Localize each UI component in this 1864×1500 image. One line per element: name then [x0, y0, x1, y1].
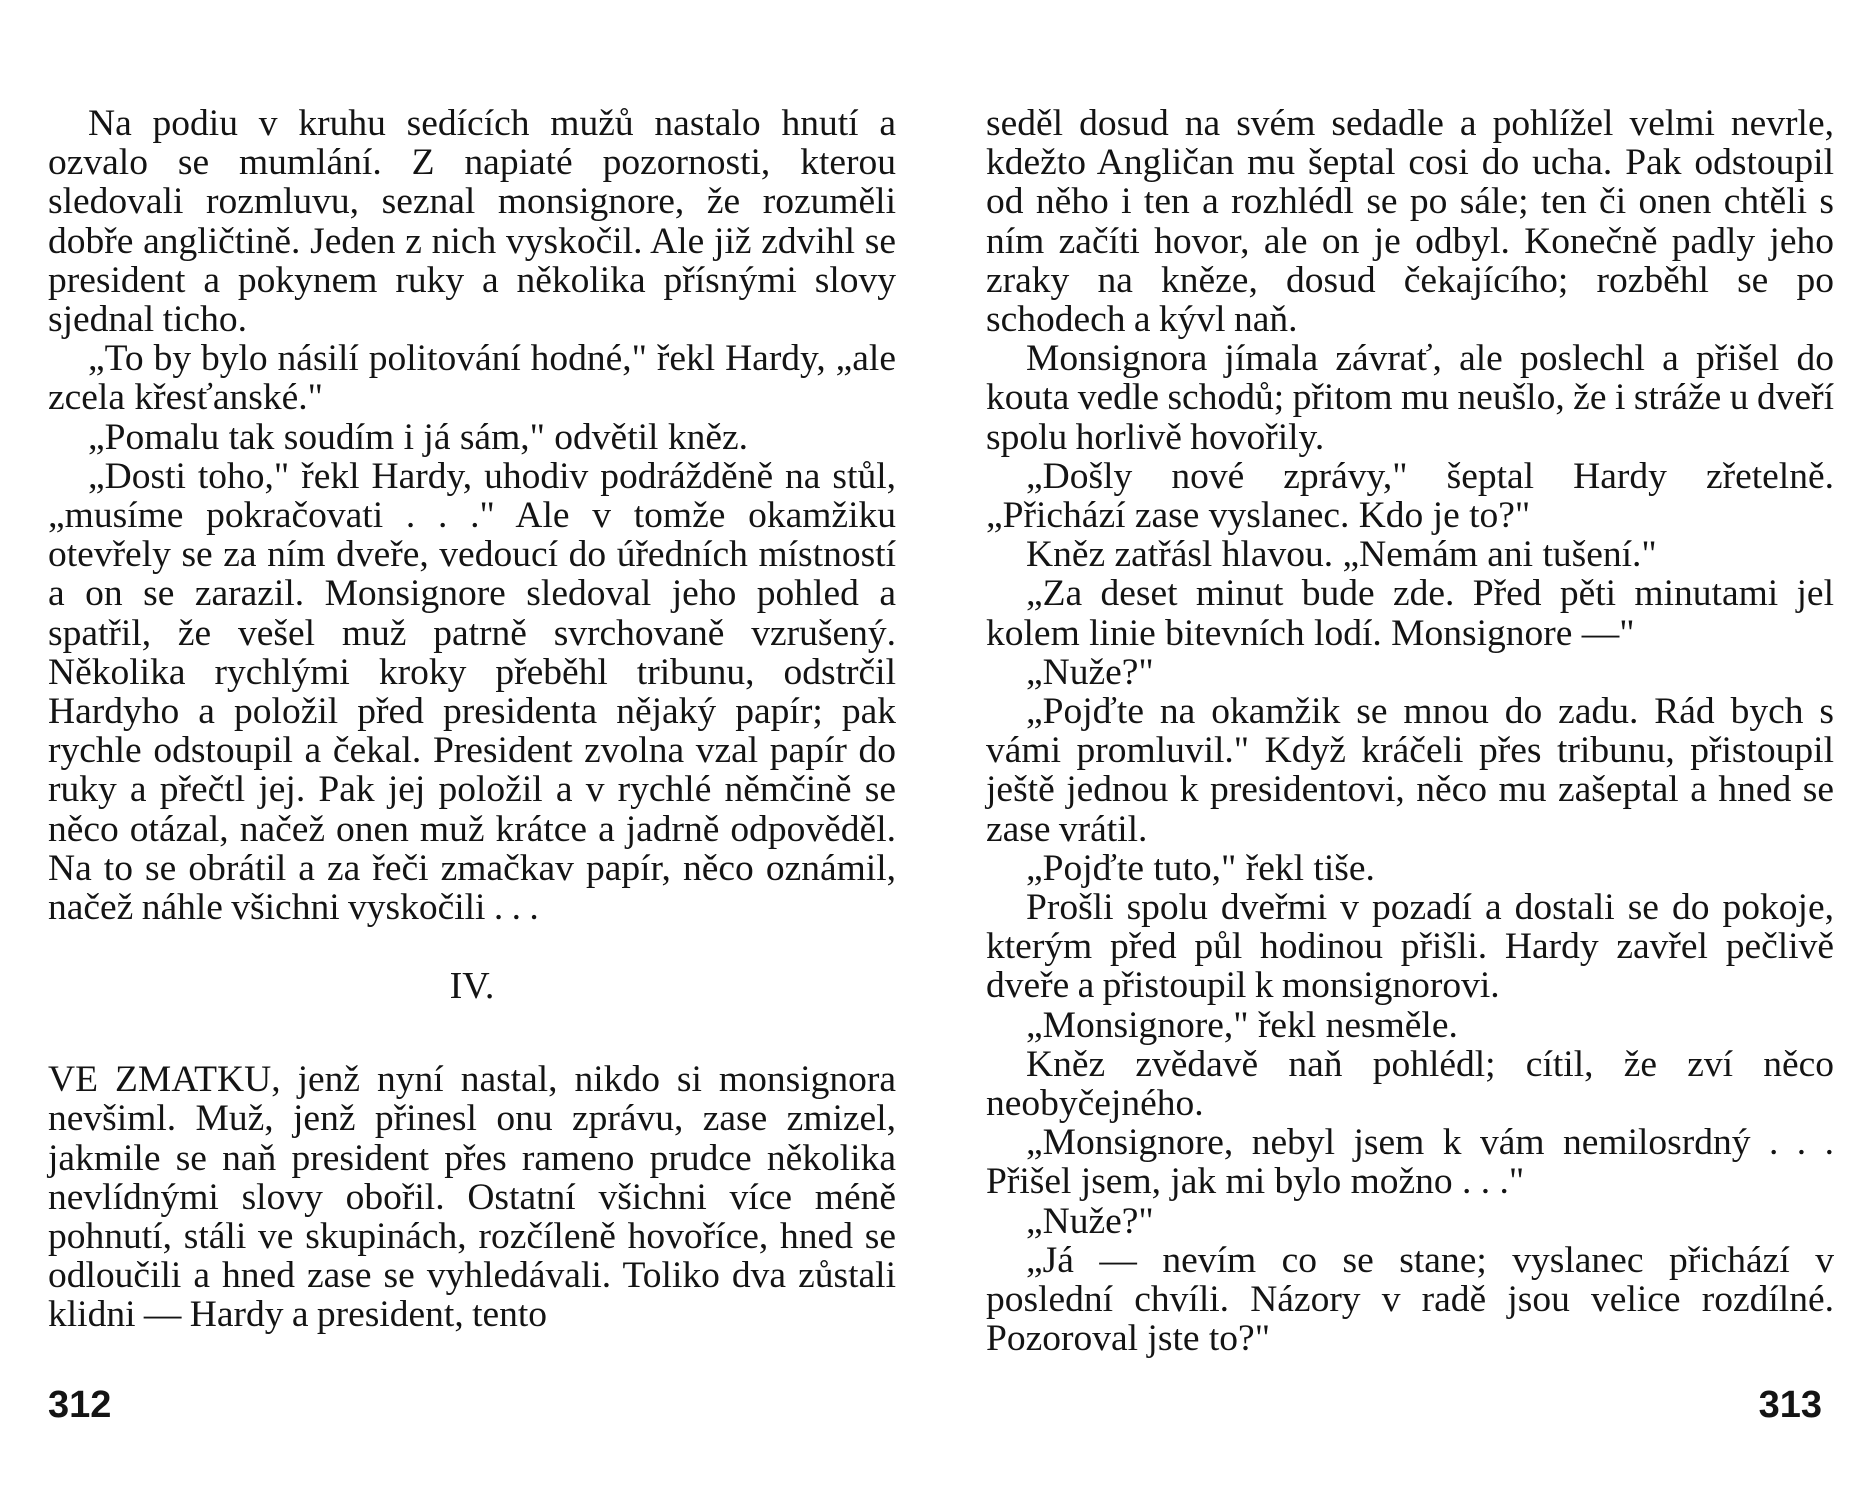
chapter-opening-paragraph: VE ZMATKU, jenž nyní nastal, nikdo si monsignora nevšiml. Muž, jenž přinesl onu zprávu, zase zmizel, jakmile se naň president přes rameno prudce několika nevlídnými slovy obořil. Ostatní všichni více méně pohnutí, stáli ve skupinách, rozčíleně hovoříce, hned se odloučili a hned zase se vyhledávali. Toliko dva zůstali klidni — Hardy a president, tento: [48, 1059, 896, 1336]
chapter-heading: IV.: [449, 965, 495, 1008]
paragraph: „Dosti toho," řekl Hardy, uhodiv podrážděně na stůl, „musíme pokračovati . . ." Ale v tomže okamžiku otevřely se za ním dveře, vedoucí do úředních místností a on se zarazil. Monsignore sledoval jeho pohled a spatřil, že vešel muž patrně svrchovaně vzrušený. Několika rychlými kroky přeběhl tribunu, odstrčil Hardyho a položil před presidenta nějaký papír; pak rychle odstoupil a čekal. President zvolna vzal papír do ruky a přečtl jej. Pak jej položil a v rychlé němčině se něco otázal, načež onen muž krátce a jadrně odpověděl. Na to se obrátil a za řeči zmačkav papír, něco oznámil, načež náhle všichni vyskočili . . .: [48, 455, 896, 929]
left-page-text: [48, 104, 896, 927]
paragraph: Prošli spolu dveřmi v pozadí a dostali se do pokoje, kterým před půl hodinou přišli. Hardy zavřel pečlivě dveře a přistoupil k monsignorovi.: [986, 887, 1834, 1007]
page-number-left: 312: [48, 1384, 112, 1426]
paragraph: „Došly nové zprávy," šeptal Hardy zřetelně. „Přichází zase vyslanec. Kdo je to?": [986, 455, 1834, 537]
left-page: [48, 104, 896, 1335]
paragraph: Kněz zatřásl hlavou. „Nemám ani tušení.": [1026, 534, 1657, 576]
paragraph: „Monsignore, nebyl jsem k vám nemilosrdný . . . Přišel jsem, jak mi bylo možno . . .": [986, 1122, 1834, 1203]
right-page: [986, 104, 1834, 1359]
paragraph: Na podiu v kruhu sedících mužů nastalo hnutí a ozvalo se mumlání. Z napiaté pozornosti, kterou sledovali rozmluvu, seznal monsignore, že rozuměli dobře angličtině. Jeden z nich vyskočil. Ale již zdvihl se president a pokynem ruky a několika přísnými slovy sjednal ticho.: [48, 103, 896, 341]
paragraph: „Pomalu tak soudím i já sám," odvětil kněz.: [88, 416, 748, 458]
paragraph: „Já — nevím co se stane; vyslanec přichází v poslední chvíli. Názory v radě jsou velice rozdílné. Pozoroval jste to?": [986, 1239, 1834, 1360]
right-page-text: [986, 104, 1834, 1359]
paragraph: Monsignora jímala závrať, ale poslechl a přišel do kouta vedle schodů; přitom mu neušlo, že i stráže u dveří spolu horlivě hovořily.: [986, 338, 1834, 458]
left-page-text-continued: [48, 1060, 896, 1334]
paragraph: „Za deset minut bude zde. Před pěti minutami jel kolem linie bitevních lodí. Monsignore —": [986, 573, 1834, 654]
paragraph: „Pojďte tuto," řekl tiše.: [1026, 847, 1375, 889]
paragraph: Kněz zvědavě naň pohlédl; cítil, že zví něco neobyčejného.: [986, 1043, 1834, 1125]
page-number-right: 313: [1758, 1384, 1822, 1426]
paragraph: „Pojďte na okamžik se mnou do zadu. Rád bych s vámi promluvil." Když kráčeli přes tribunu, přistoupil ještě jednou k presidentovi, něco mu zašeptal a hned se zase vrátil.: [986, 691, 1834, 850]
paragraph: „Monsignore," řekl nesměle.: [1026, 1004, 1458, 1046]
paragraph: „To by bylo násilí politování hodné," řekl Hardy, „ale zcela křesťanské.": [48, 338, 896, 419]
paragraph: seděl dosud na svém sedadle a pohlížel velmi nevrle, kdežto Angličan mu šeptal cosi do ucha. Pak odstoupil od něho i ten a rozhlédl se po sále; ten či onen chtěli s ním začíti hovor, ale on je odbyl. Konečně padly jeho zraky na kněze, dosud čekajícího; rozběhl se po schodech a kývl naň.: [986, 103, 1834, 341]
paragraph: „Nuže?": [1026, 651, 1154, 693]
paragraph: „Nuže?": [1026, 1200, 1154, 1242]
